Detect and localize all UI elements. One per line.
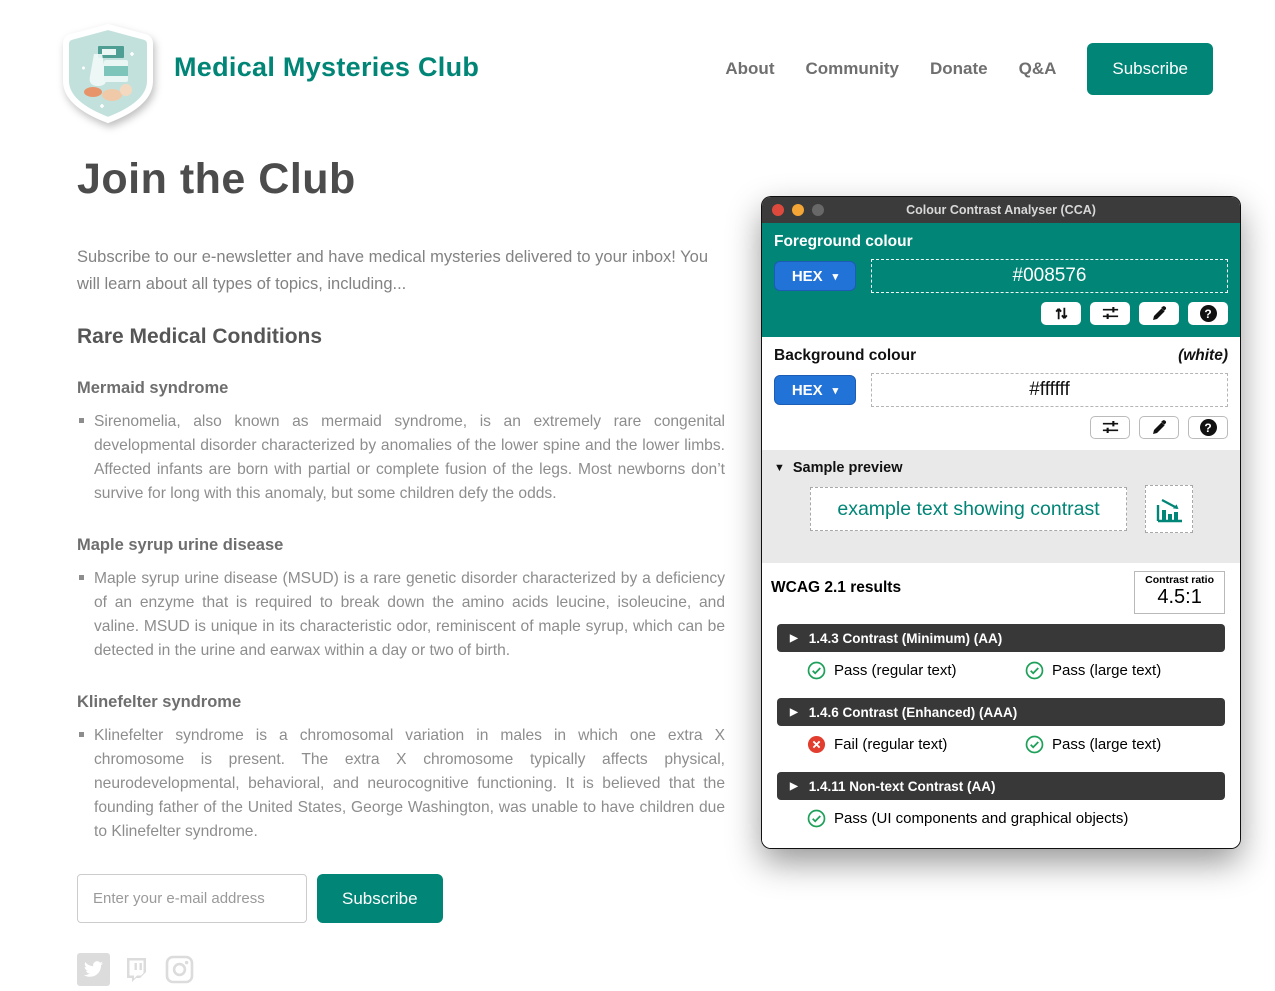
condition-list — [77, 567, 725, 663]
window-title: Colour Contrast Analyser (CCA) — [906, 203, 1096, 217]
contrast-ratio-box — [1134, 571, 1225, 614]
minimize-window-icon[interactable] — [792, 204, 804, 216]
background-colour-section — [762, 337, 1240, 450]
contrast-ratio-value: 4.5:1 — [1157, 586, 1202, 608]
condition-list — [77, 724, 725, 844]
foreground-help-button[interactable] — [1188, 302, 1228, 325]
condition-description: Sirenomelia, also known as mermaid syndrome, is an extremely rare congenital developmental disorder characterized by anomalies of the lower spine and the lower limbs. Affected infants are born with partial or complete fusion of the legs. Most newborns don’t survive for long with this anomaly, but some children defy the odds. — [77, 410, 725, 506]
window-controls — [772, 204, 824, 216]
result-heading-143[interactable] — [777, 624, 1225, 652]
expand-triangle-icon: ▶ — [790, 780, 798, 792]
sample-preview-toggle[interactable] — [774, 460, 1228, 476]
foreground-hex-input[interactable] — [871, 259, 1228, 293]
zoom-window-icon — [812, 204, 824, 216]
sample-text-preview: example text showing contrast — [810, 487, 1127, 531]
result-checks-143 — [777, 652, 1225, 688]
brand-title: Medical Mysteries Club — [174, 51, 480, 82]
twitch-icon[interactable] — [120, 953, 153, 986]
chevron-down-icon: ▾ — [832, 384, 839, 397]
foreground-eyedropper-button[interactable] — [1139, 302, 1179, 325]
check-item — [807, 735, 1025, 754]
condition-description: Klinefelter syndrome is a chromosomal variation in males in which one extra X chromosome is present. The extra X chromosome typically affects physical, neurodevelopmental, behavioral, and neurocognitive functioning. It is believed that the founding father of the United States, George Washington, was unable to have children due to Klinefelter syndrome. — [77, 724, 725, 844]
condition-title-msud: Maple syrup urine disease — [77, 536, 284, 555]
nav-subscribe-button[interactable]: Subscribe — [1087, 43, 1213, 95]
social-links — [77, 953, 725, 986]
check-item — [1025, 661, 1161, 680]
swap-colours-button[interactable] — [1041, 302, 1081, 325]
foreground-sliders-button[interactable] — [1090, 302, 1130, 325]
collapse-triangle-icon: ▼ — [774, 462, 785, 474]
nav-link-qa[interactable]: Q&A — [1018, 59, 1057, 78]
result-heading-1411[interactable] — [777, 772, 1225, 800]
result-heading-label: 1.4.6 Contrast (Enhanced) (AAA) — [808, 704, 1018, 720]
pass-check-icon — [1025, 661, 1044, 680]
close-window-icon[interactable] — [772, 204, 784, 216]
check-label: Pass (regular text) — [834, 662, 957, 679]
pass-check-icon — [1025, 735, 1044, 754]
intro-text: Subscribe to our e-newsletter and have medical mysteries delivered to your inbox! You will learn about all types of topics, including... — [77, 248, 709, 293]
result-checks-1411 — [777, 800, 1225, 836]
background-sliders-button[interactable] — [1090, 416, 1130, 439]
cca-titlebar[interactable] — [762, 197, 1240, 223]
main-content — [77, 155, 725, 986]
foreground-colour-section — [762, 223, 1240, 337]
sample-preview-label: Sample preview — [792, 460, 903, 476]
wcag-results-title: WCAG 2.1 results — [771, 579, 902, 596]
background-hex-input[interactable] — [871, 373, 1228, 407]
foreground-format-select[interactable] — [774, 261, 856, 291]
bar-chart-with-arrow-icon — [1153, 493, 1185, 525]
result-heading-146[interactable] — [777, 698, 1225, 726]
background-colour-note: (white) — [1178, 347, 1228, 364]
condition-title-klinefelter: Klinefelter syndrome — [77, 693, 242, 712]
check-label: Pass (large text) — [1052, 736, 1162, 753]
condition-title-mermaid: Mermaid syndrome — [77, 379, 229, 398]
foreground-colour-label: Foreground colour — [774, 233, 913, 250]
wcag-results-section — [762, 563, 1240, 848]
help-icon: ? — [1200, 305, 1217, 322]
sample-preview-section — [762, 450, 1240, 563]
pass-check-icon — [807, 661, 826, 680]
check-label: Pass (large text) — [1052, 662, 1162, 679]
nav-link-about[interactable]: About — [725, 59, 775, 78]
cca-window — [762, 197, 1240, 848]
check-item — [1025, 735, 1161, 754]
result-heading-label: 1.4.3 Contrast (Minimum) (AA) — [808, 630, 1003, 646]
medical-shield-badge-icon — [60, 24, 156, 124]
page-title: Join the Club — [77, 155, 356, 203]
result-checks-146 — [777, 726, 1225, 762]
twitter-icon[interactable] — [77, 953, 110, 986]
expand-triangle-icon: ▶ — [790, 706, 798, 718]
nav-link-donate[interactable]: Donate — [929, 59, 988, 78]
condition-list — [77, 410, 725, 506]
nav-link-community[interactable]: Community — [805, 59, 899, 78]
check-label: Pass (UI components and graphical objects) — [834, 810, 1129, 827]
email-input[interactable] — [77, 874, 307, 923]
check-item — [807, 809, 1128, 828]
section-title: Rare Medical Conditions — [77, 325, 323, 349]
background-help-button[interactable] — [1188, 416, 1228, 439]
site-header — [60, 24, 1213, 124]
expand-triangle-icon: ▶ — [790, 632, 798, 644]
signup-form — [77, 874, 725, 923]
background-eyedropper-button[interactable] — [1139, 416, 1179, 439]
background-colour-label: Background colour — [774, 347, 917, 364]
background-format-select[interactable] — [774, 375, 856, 405]
subscribe-button[interactable]: Subscribe — [317, 874, 443, 923]
condition-description: Maple syrup urine disease (MSUD) is a rare genetic disorder characterized by a deficiency of an enzyme that is required to break down the amino acids leucine, isoleucine, and valine. MSUD is unique in its characteristic odor, reminiscent of maple syrup, which can be detected in the urine and earwax within a day or two of birth. — [77, 567, 725, 663]
format-select-value: HEX — [791, 381, 823, 399]
main-nav — [725, 43, 1213, 95]
sample-graphic-preview — [1145, 485, 1193, 533]
fail-x-icon — [807, 735, 826, 754]
contrast-ratio-label: Contrast ratio — [1145, 574, 1214, 586]
chevron-down-icon: ▾ — [832, 270, 839, 283]
check-label: Fail (regular text) — [834, 736, 948, 753]
result-heading-label: 1.4.11 Non-text Contrast (AA) — [808, 778, 996, 794]
check-item — [807, 661, 1025, 680]
format-select-value: HEX — [791, 267, 823, 285]
pass-check-icon — [807, 809, 826, 828]
help-icon: ? — [1200, 419, 1217, 436]
instagram-icon[interactable] — [163, 953, 196, 986]
